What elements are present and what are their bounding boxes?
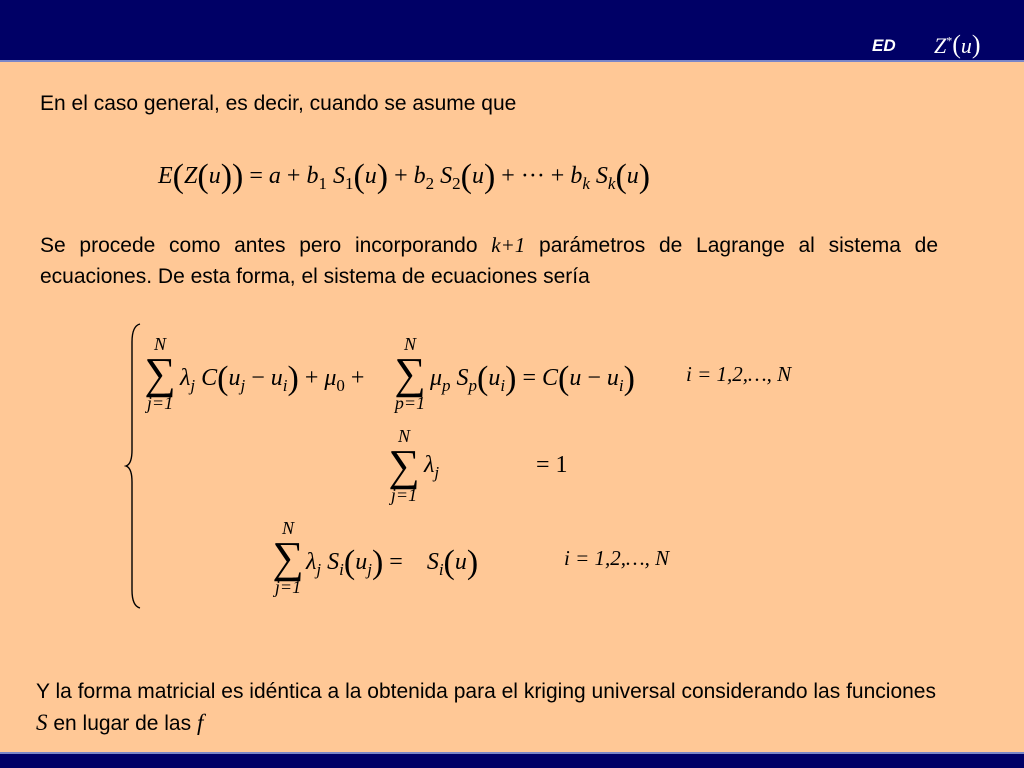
sum-p-row1: N ∑ p=1 [394,334,426,413]
paragraph-lagrange: Se procede como antes pero incorporando k+1 parámetros de Lagrange al sistema de ecuaciones. De esta forma, el sistema de ecuaciones sería [40,233,939,288]
sum-j-row2: N ∑ j=1 [388,426,420,505]
section-badge: ED [872,36,896,55]
row3-condition: i = 1,2,…, N [564,546,670,570]
row1-left-terms: $\lambda_j$ $C(u_j - u_i) + \mu_0$ + [180,360,365,397]
estimator-symbol: Z*(u) [934,30,981,59]
paragraph-matrix-form: Y la forma matricial es idéntica a la obtenida para el kriging universal considerando las funciones S en lugar de las f [36,680,936,735]
header-bar [0,0,1024,60]
sum-j-row3: N ∑ j=1 [272,518,304,597]
intro-text: En el caso general, es decir, cuando se asume que [40,92,517,115]
row3-terms: $\lambda_j$ $S_i(u_j)$ = $S_i(u)$ [306,544,479,581]
sum-j-row1: N ∑ j=1 [144,334,176,413]
row2-rhs: = 1 [536,452,568,478]
row1-right-terms: $\mu_p$ $S_p(u_i) = C(u - u_i)$ [430,360,635,397]
row1-condition: i = 1,2,…, N [686,362,792,386]
row2-lambda: $\lambda_j$ [424,452,440,482]
mean-equation: $E(Z(u)) = a + b_1$ $S_1(u) + b_2$ $S_2(u)$ + ··· + $b_k$ $S_k(u)$ [158,158,651,195]
header-divider [0,60,1024,62]
footer-bar [0,752,1024,768]
